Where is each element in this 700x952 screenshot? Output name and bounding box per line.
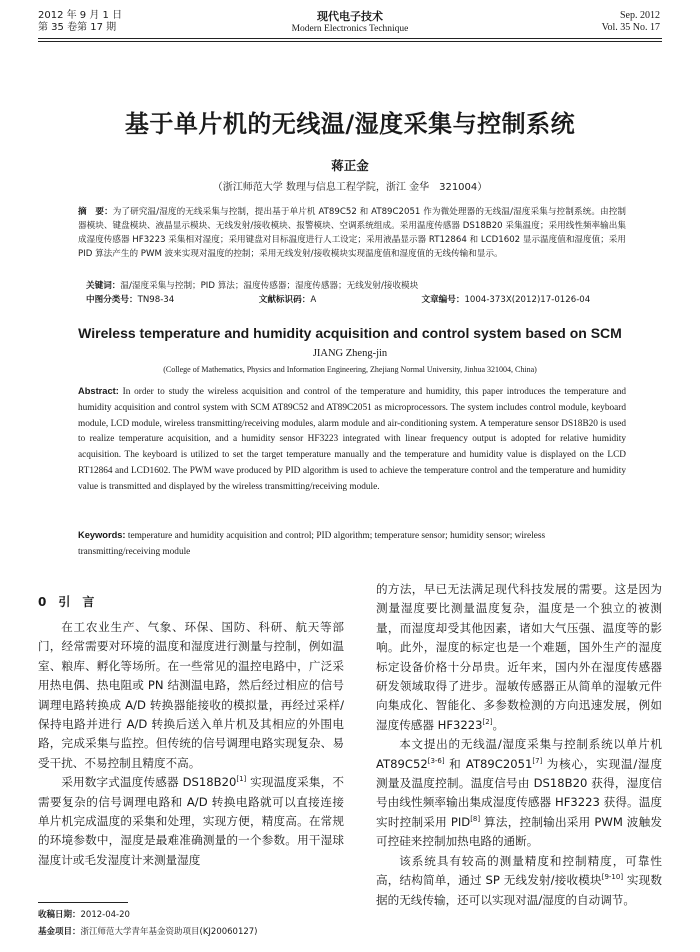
header-journal [0,10,700,35]
keywords-en [78,528,626,561]
abstract-en-text: In order to study the wireless acquisition and control of the temperature and humidity, this paper introduces the temperature and humidity acquisition and control system with SCM AT89C52 and AT89C2051 as microprocessors. The system includes control module, keyboard module, LCD module, wireless transmitting/receiving modules, alarm module and air-conditioning system. A temperature sensor DS18B20 is used to realize temperature acquisition, and a humidity sensor HF3223 integrated with linear frequency output is adopted for relative humidity acquisition. The keyboard is utilized to set the target temperature manually and the temperature and humidity value is displayed on the LCD RT12864 and LCD1602. The PWM wave produced by PID algorithm is used to achieve the temperature control and the temperature and humidity value is transmitted and displayed by the wireless transmitting/receiving module. [78,387,626,492]
section-heading-intro: 0 引 言 [38,595,95,609]
abstract-cn-text: 为了研究温/湿度的无线采集与控制，提出基于单片机 AT89C52 和 AT89C2051 作为微处理器的无线温/湿度采集与控制系统。由控制器模块、键盘模块、液晶显示模块、无线发射/接收模块、报警模块、空调系统组成。采用温度传感器 DS18B20 采集温度；采用线性频率输出集成湿度传感器 HF3223 采集相对湿度；采用键盘对目标温度进行人工设定；采用液晶显示器 RT12864 和 LCD1602 显示温度值和湿度值；采用 PID 算法产生的 PWM 波来实现对温度的控制；采用无线发射/接收模块实现温度值和湿度值的无线传输和显示。 [78,207,626,259]
abstract-en [78,384,626,496]
header-volume-cn: 第 35 卷第 17 期 [38,22,117,33]
keywords-en-text: temperature and humidity acquisition and control; PID algorithm; temperature sensor; humidity sensor; wireless transmitting/receiving module [78,531,546,557]
keywords-cn-label: 关键词： [86,281,121,291]
journal-name-en: Modern Electronics Technique [291,24,409,34]
body-paragraph: 的方法，早已无法满足现代科技发展的需要。这是因为测量湿度要比测量温度复杂，温度是一个独立的被测量，而湿度却受其他因素，诸如大气压强、温度等的影响。此外，湿度的标定也是一个难题，国外生产的湿度标定设备价格十分昂贵。近年来，国内外在湿度传感器研发领域取得了进步。湿敏传感器正从简单的湿敏元件向集成化、智能化、多参数检测的方向迅速发展，例如湿度传感器 HF3223[2]。 [376,582,662,732]
citation-marker: [7] [532,756,543,765]
classification-line [86,293,646,307]
abstract-cn-label: 摘 要： [78,207,113,217]
clc-label: 中图分类号： [86,295,138,305]
doc-code-label: 文献标识码： [258,295,311,305]
citation-marker: [3-6] [427,756,445,765]
header-date-en: Sep. 2012 [620,10,660,21]
header-right [602,10,660,34]
author-en: JIANG Zheng-jin [312,348,388,359]
footnote-fund [38,925,258,939]
paper-title-en: Wireless temperature and humidity acquisition and control system based on SCM [78,325,622,341]
author-cn: 蒋正金 [331,158,369,173]
received-date: 2012-04-20 [80,910,130,920]
article-no-label: 文章编号： [421,295,465,305]
keywords-cn [86,279,626,293]
affiliation-en: (College of Mathematics, Physics and Information Engineering, Zhejiang Normal University, Jinhua 321004, China) [163,365,537,374]
header-volume-en: Vol. 35 No. 17 [601,22,660,33]
body-paragraph: 本文提出的无线温/湿度采集与控制系统以单片机 AT89C52[3-6] 和 AT89C2051[7] 为核心，实现温/湿度测量及温度控制。温度信号由 DS18B20 获得，湿度信号由线性频率输出集成湿度传感器 HF3223 获得。温度实时控制采用 PID[8] 算法，控制输出采用 PWM 波触发可控硅来控制加热电路的通断。 [376,737,663,849]
header-rule-thin [38,41,662,42]
keywords-en-label: Keywords: [78,530,126,540]
abstract-cn [78,205,626,261]
citation-marker: [9-10] [601,873,624,882]
abstract-en-label: Abstract: [78,386,119,396]
doc-code-value: A [310,295,317,305]
citation-marker: [1] [236,775,247,784]
citation-marker: [2] [482,717,493,726]
header-rule-thick [38,38,662,39]
citation-marker: [8] [470,815,481,824]
article-no-value: 1004-373X(2012)17-0126-04 [464,295,591,305]
fund-text: 浙江师范大学青年基金资助项目(KJ20060127) [80,927,258,937]
received-label: 收稿日期： [38,910,81,920]
journal-name-cn: 现代电子技术 [317,10,383,23]
body-column-left [38,618,344,870]
keywords-cn-text: 温/湿度采集与控制；PID 算法；温度传感器；湿度传感器；无线发射/接收模块 [120,281,419,291]
body-paragraph: 采用数字式温度传感器 DS18B20[1] 实现温度采集，不需要复杂的信号调理电路和 A/D 转换电路就可以直接连接单片机完成温度的采集和处理，实现方便，精度高。在常规的环境参数中，湿度是最难准确测量的一个参数。用干湿球湿度计或毛发湿度计来测量湿度 [38,775,344,867]
body-column-right [376,580,662,910]
header-date-cn: 2012 年 9 月 1 日 [38,10,123,21]
clc-value: TN98-34 [137,295,175,305]
body-paragraph: 在工农业生产、气象、环保、国防、科研、航天等部门，经常需要对环境的温度和湿度进行测量与控制，例如温室、粮库、孵化等场所。在一些常见的温控电路中，广泛采用热电偶、热电阻或 PN 结测温电路，然后经过相应的信号调理电路转换成 A/D 转换器能接收的模拟量，再经过采样/保持电路并进行 A/D 转换后送入单片机及其相应的外围电路，完成采集与监控。但传统的信号调理电路实现复杂、易受干扰、不易控制且精度不高。 [38,620,344,770]
fund-label: 基金项目： [38,927,81,937]
footnote-received [38,908,130,922]
footnote-rule [38,902,128,903]
paper-title-cn: 基于单片机的无线温/湿度采集与控制系统 [124,110,576,138]
body-paragraph: 该系统具有较高的测量精度和控制精度，可靠性高，结构简单，通过 SP 无线发射/接收模块[9-10] 实现数据的无线传输，还可以实现对温/湿度的自动调节。 [376,853,662,907]
affiliation-cn: （浙江师范大学 数理与信息工程学院，浙江 金华 321004） [212,182,488,193]
